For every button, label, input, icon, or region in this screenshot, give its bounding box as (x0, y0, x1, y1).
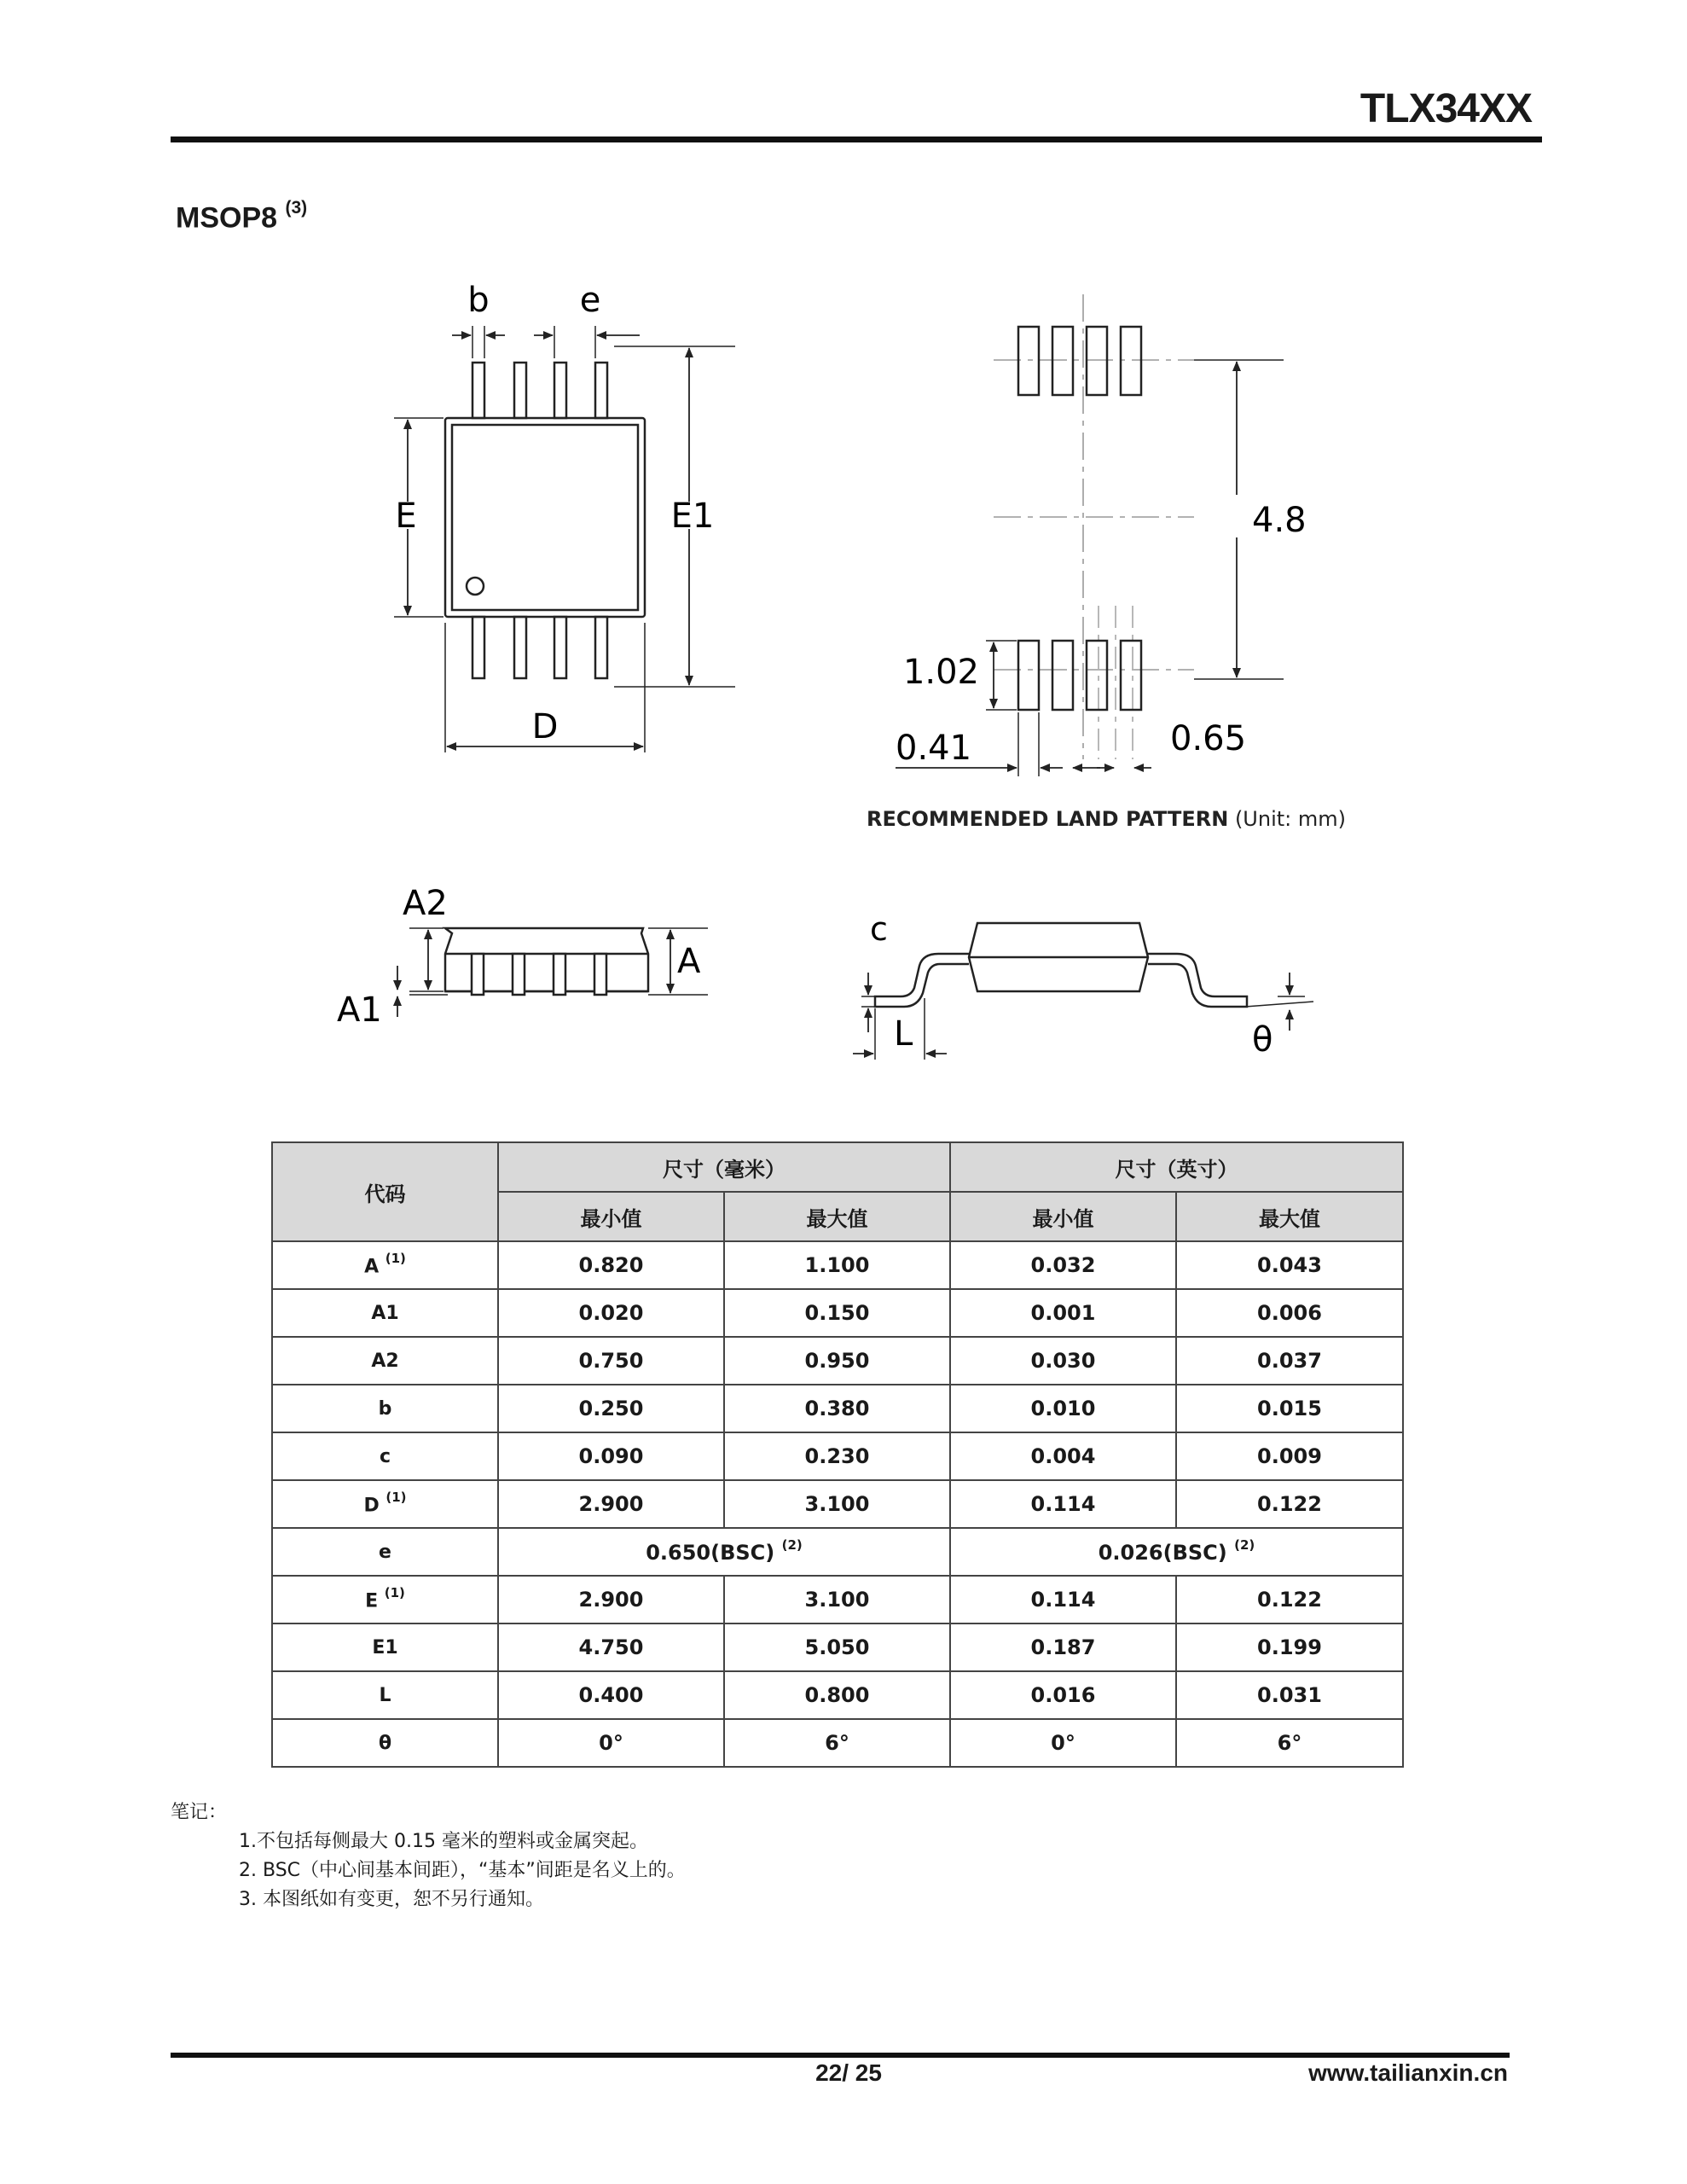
page-number: 22/ 25 (815, 2059, 882, 2086)
cell-mm-min: 0.400 (498, 1671, 724, 1719)
label-4-8: 4.8 (1252, 501, 1307, 540)
footer-rule (171, 2053, 1510, 2058)
side-view-drawing (333, 879, 725, 1049)
cell-mm-max: 5.050 (724, 1623, 950, 1671)
cell-mm-min: 2.900 (498, 1576, 724, 1623)
row-symbol: b (272, 1385, 498, 1432)
cell-mm-min: 0.750 (498, 1337, 724, 1385)
label-A: A (677, 942, 701, 981)
cell-in-max: 0.006 (1176, 1289, 1403, 1337)
note-item: 3. 本图纸如有变更，恕不另行通知。 (239, 1889, 544, 1910)
cell-mm-min: 2.900 (498, 1480, 724, 1528)
cell-mm-max: 0.150 (724, 1289, 950, 1337)
cell-in-max: 0.199 (1176, 1623, 1403, 1671)
label-L: L (894, 1014, 913, 1054)
lead-view-drawing (844, 904, 1322, 1075)
cell-mm-min: 0.090 (498, 1432, 724, 1480)
land-pattern-drawing (870, 282, 1348, 785)
header-mm: 尺寸（毫米） (498, 1142, 950, 1192)
cell-in-min: 0.114 (950, 1576, 1176, 1623)
row-symbol: θ (272, 1719, 498, 1767)
cell-in-min: 0.030 (950, 1337, 1176, 1385)
package-title (176, 198, 308, 235)
label-0-41: 0.41 (896, 729, 972, 768)
label-E: E (395, 497, 417, 536)
package-name: MSOP8 (176, 201, 278, 235)
header-inch: 尺寸（英寸） (950, 1142, 1403, 1192)
cell-mm-min: 0.020 (498, 1289, 724, 1337)
land-caption-unit: (Unit: mm) (1228, 807, 1346, 831)
cell-in-max: 0.122 (1176, 1480, 1403, 1528)
row-symbol: L (272, 1671, 498, 1719)
cell-in-max: 0.037 (1176, 1337, 1403, 1385)
cell-mm-min: 0° (498, 1719, 724, 1767)
row-symbol: E $^{(1)}$ (272, 1576, 498, 1623)
package-title-note: (3) (285, 198, 308, 218)
top-view-drawing (324, 273, 768, 776)
label-E1: E1 (670, 497, 715, 536)
cell-mm-max: 0.800 (724, 1671, 950, 1719)
label-A1: A1 (337, 990, 382, 1030)
cell-mm-max: 6° (724, 1719, 950, 1767)
notes-heading: 笔记： (171, 1802, 228, 1823)
cell-mm-min: 0.820 (498, 1241, 724, 1289)
cell-in-min: 0.032 (950, 1241, 1176, 1289)
cell-in-min: 0.004 (950, 1432, 1176, 1480)
header-in-min: 最小值 (950, 1192, 1176, 1241)
cell-mm-max: 1.100 (724, 1241, 950, 1289)
header-rule (171, 136, 1542, 142)
cell-in-max: 0.122 (1176, 1576, 1403, 1623)
label-1-02: 1.02 (902, 653, 979, 692)
cell-mm-max: 0.230 (724, 1432, 950, 1480)
table-row (272, 1623, 1403, 1671)
cell-in-min: 0.187 (950, 1623, 1176, 1671)
cell-in-span: 0.026(BSC) $^{(2)}$ (950, 1528, 1403, 1576)
header-mm-max: 最大值 (724, 1192, 950, 1241)
cell-mm-span: 0.650(BSC) $^{(2)}$ (498, 1528, 950, 1576)
cell-mm-max: 0.380 (724, 1385, 950, 1432)
cell-in-min: 0.016 (950, 1671, 1176, 1719)
header-code: 代码 (272, 1142, 498, 1241)
cell-in-max: 0.009 (1176, 1432, 1403, 1480)
row-symbol: E1 (272, 1623, 498, 1671)
cell-mm-min: 0.250 (498, 1385, 724, 1432)
land-pattern-caption (867, 807, 1346, 831)
cell-in-max: 0.015 (1176, 1385, 1403, 1432)
dimension-table (271, 1141, 1404, 1768)
label-e: e (579, 281, 601, 320)
part-number: TLX34XX (1359, 86, 1532, 131)
row-symbol: A1 (272, 1289, 498, 1337)
cell-in-max: 6° (1176, 1719, 1403, 1767)
note-item: 2. BSC（中心间基本间距），“基本”间距是名义上的。 (239, 1860, 686, 1881)
note-item: 1.不包括每侧最大 0.15 毫米的塑料或金属突起。 (239, 1831, 648, 1852)
header-in-max: 最大值 (1176, 1192, 1403, 1241)
row-symbol: A $^{(1)}$ (272, 1241, 498, 1289)
cell-in-min: 0.010 (950, 1385, 1176, 1432)
row-symbol: A2 (272, 1337, 498, 1385)
table-row (272, 1528, 1403, 1576)
label-A2: A2 (403, 884, 448, 923)
cell-in-min: 0.114 (950, 1480, 1176, 1528)
table-row (272, 1480, 1403, 1528)
cell-in-min: 0° (950, 1719, 1176, 1767)
cell-in-max: 0.031 (1176, 1671, 1403, 1719)
cell-mm-max: 3.100 (724, 1576, 950, 1623)
cell-in-min: 0.001 (950, 1289, 1176, 1337)
label-0-65: 0.65 (1170, 719, 1247, 758)
website-link[interactable]: www.tailianxin.cn (1308, 2059, 1508, 2086)
table-row (272, 1671, 1403, 1719)
table-row (272, 1719, 1403, 1767)
row-symbol: e (272, 1528, 498, 1576)
land-caption-title: RECOMMENDED LAND PATTERN (867, 807, 1229, 831)
label-D: D (531, 707, 559, 746)
label-theta: θ (1252, 1020, 1273, 1060)
table-row (272, 1289, 1403, 1337)
table-row (272, 1385, 1403, 1432)
table-row (272, 1337, 1403, 1385)
row-symbol: D $^{(1)}$ (272, 1480, 498, 1528)
table-row (272, 1241, 1403, 1289)
header-mm-min: 最小值 (498, 1192, 724, 1241)
table-row (272, 1576, 1403, 1623)
label-b: b (467, 281, 490, 320)
notes (171, 1798, 686, 1914)
label-c: c (870, 910, 888, 948)
row-symbol: c (272, 1432, 498, 1480)
cell-mm-min: 4.750 (498, 1623, 724, 1671)
cell-mm-max: 3.100 (724, 1480, 950, 1528)
cell-mm-max: 0.950 (724, 1337, 950, 1385)
table-row (272, 1432, 1403, 1480)
cell-in-max: 0.043 (1176, 1241, 1403, 1289)
